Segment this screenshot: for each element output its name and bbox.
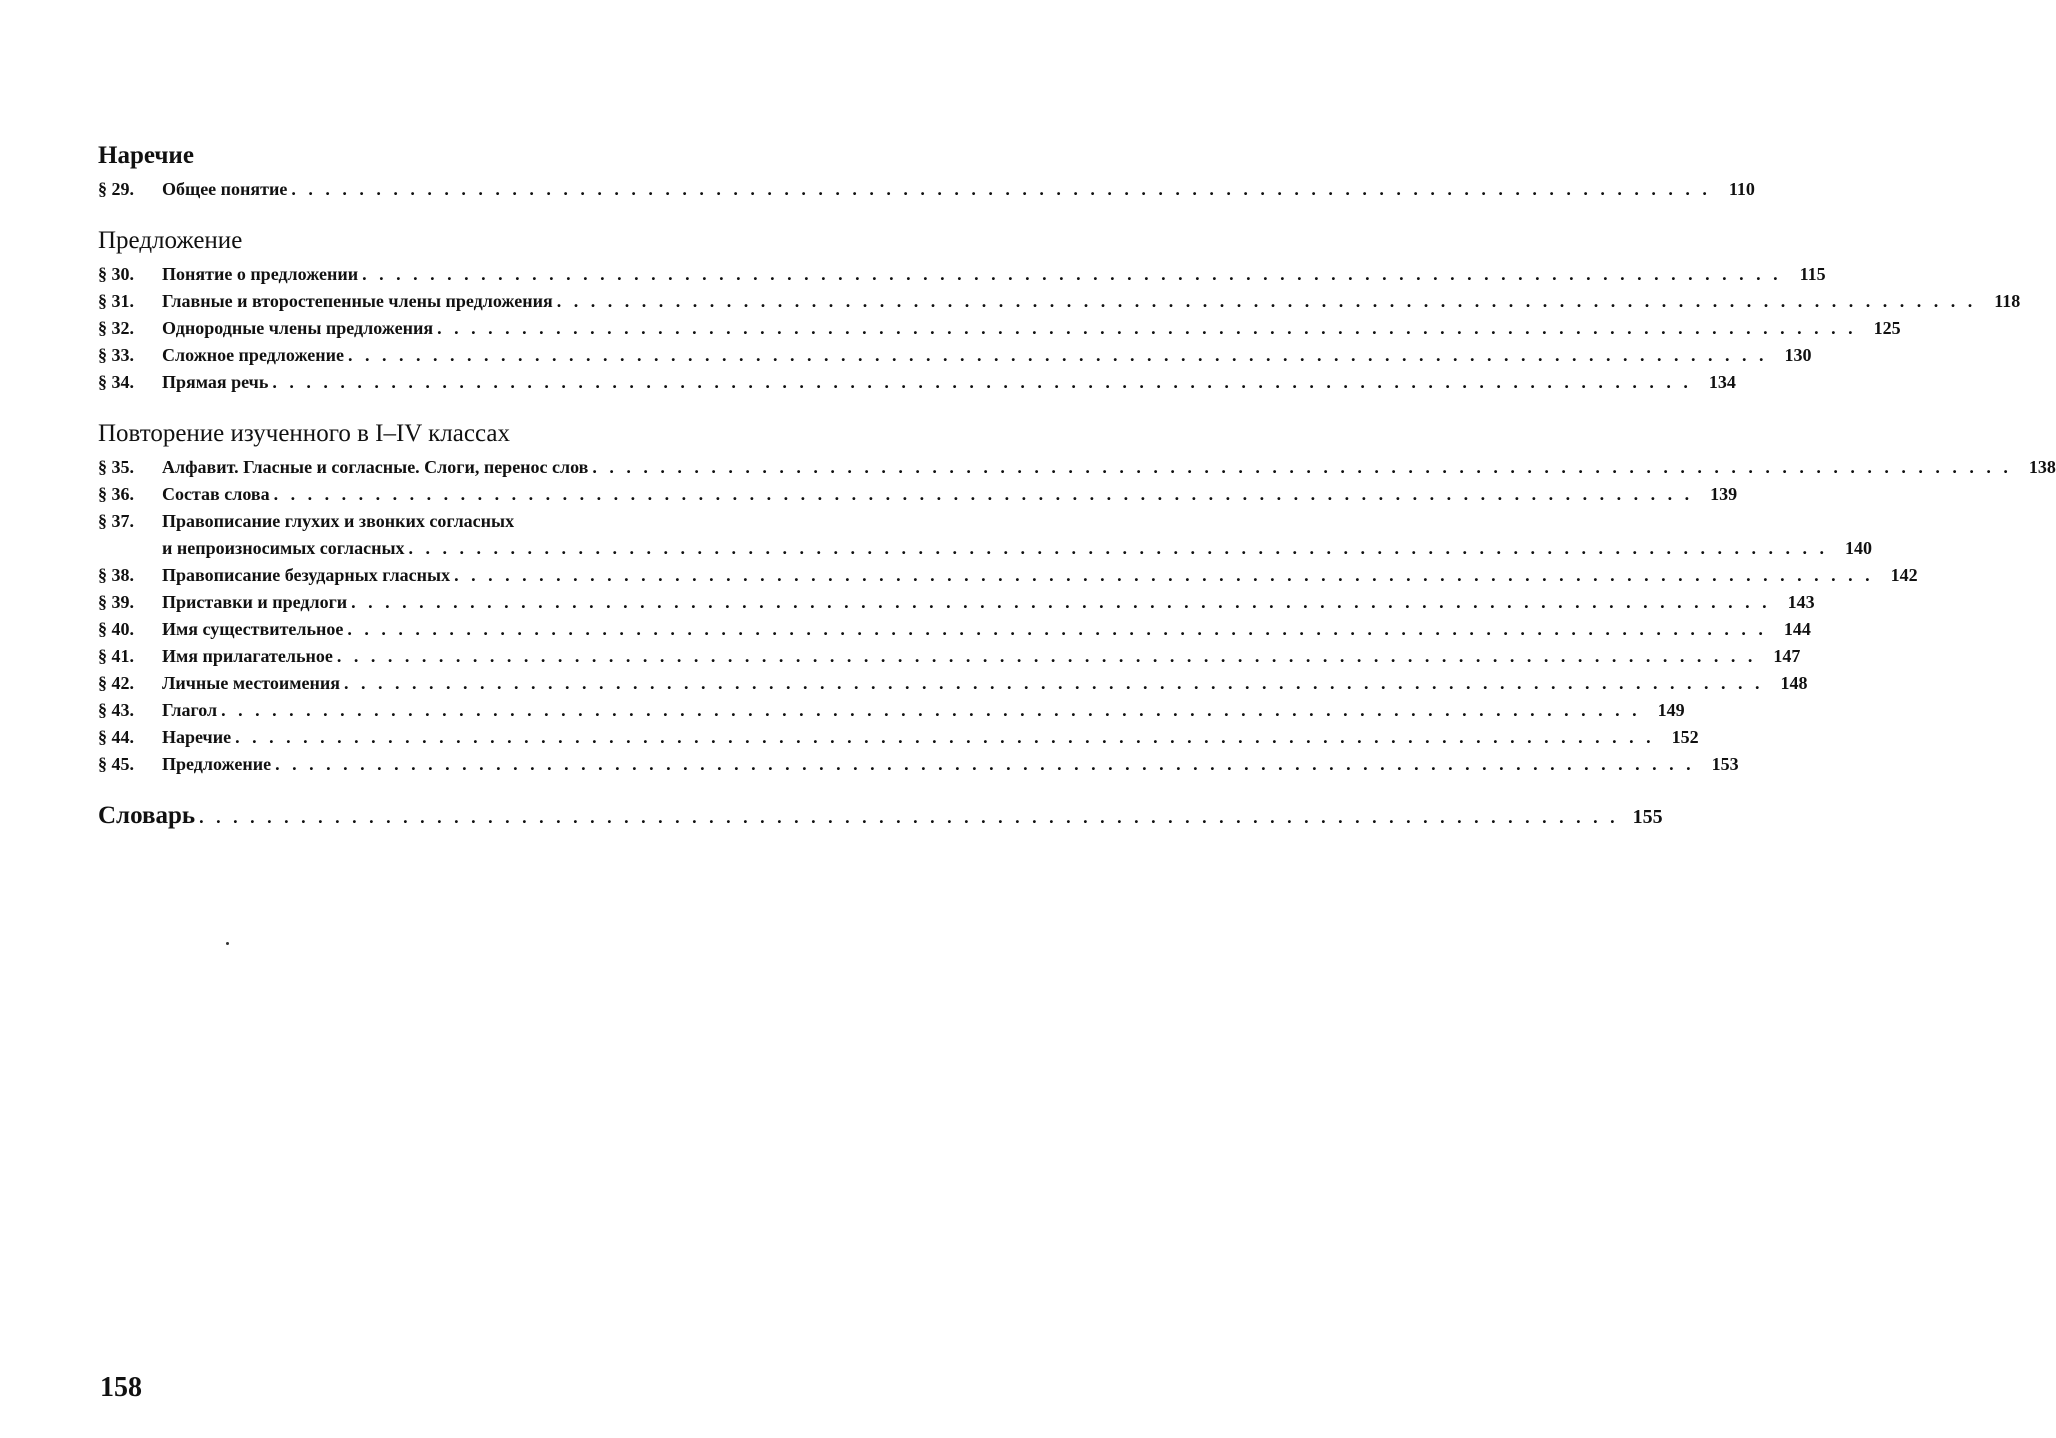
toc-entry [98,724,1699,751]
leader-dots [199,801,1619,833]
entry-number: § 44. [98,727,134,747]
entry-page: 130 [1784,345,1812,365]
entry-page: 143 [1787,592,1815,612]
toc-entry [98,589,1815,616]
entry-page: 125 [1873,318,1901,338]
toc-section-sentence [98,225,2021,396]
entry-label: Глагол [162,700,218,720]
leader-dots [347,616,1767,643]
leader-dots [592,454,2012,481]
entry-number: § 37. [98,511,134,531]
entry-number: § 31. [98,291,134,311]
toc-entry [98,697,1685,724]
leader-dots [291,176,1711,203]
entry-number: § 35. [98,457,134,477]
toc-dictionary-entry [98,800,1663,833]
entry-page: 147 [1773,646,1801,666]
toc-entry [98,176,1755,203]
entry-page: 140 [1845,538,1873,558]
leader-dots [344,670,1764,697]
entry-number: § 33. [98,345,134,365]
entry-label: Личные местоимения [162,673,341,693]
entry-label: Имя существительное [162,619,344,639]
leader-dots [272,369,1692,396]
entry-page: 139 [1710,484,1738,504]
toc-entry [98,751,1739,778]
entry-label: Правописание безударных гласных [162,565,451,585]
toc-entry [98,508,1873,562]
leader-dots [235,724,1655,751]
section-title: Наречие [98,142,194,169]
toc-entry [98,562,1918,589]
entry-page: 110 [1728,179,1755,199]
leader-dots [437,315,1857,342]
entry-number: § 30. [98,264,134,284]
toc-entry [98,481,1738,508]
entry-label: Понятие о предложении [162,264,359,284]
entry-label: Наречие [162,727,232,747]
entry-label: Состав слова [162,484,270,504]
entry-page: 148 [1780,673,1808,693]
dictionary-page: 155 [1632,806,1663,828]
leader-dots [351,589,1771,616]
entry-page: 144 [1783,619,1811,639]
entry-number: § 40. [98,619,134,639]
entry-number: § 29. [98,179,134,199]
toc-entry [98,454,2056,481]
leader-dots [409,535,1829,562]
entry-page: 138 [2028,457,2056,477]
toc-entry [98,643,1801,670]
entry-number: § 42. [98,673,134,693]
leader-dots [337,643,1757,670]
entry-page: 118 [1994,291,2021,311]
toc-entry [98,616,1811,643]
toc-entry [98,288,2021,315]
entry-label: Главные и второстепенные члены предложения [162,291,553,311]
leader-dots [348,342,1768,369]
dictionary-label: Словарь [98,802,196,829]
entry-number: § 34. [98,372,134,392]
table-of-contents [98,140,2056,833]
toc-entry [98,342,1812,369]
entry-page: 149 [1657,700,1685,720]
entry-number: § 45. [98,754,134,774]
entry-label: Алфавит. Гласные и согласные. Слоги, перенос слов [162,457,589,477]
toc-section-review [98,418,2056,778]
leader-dots [275,751,1695,778]
entry-page: 152 [1671,727,1699,747]
print-speck [226,942,229,945]
entry-page: 153 [1711,754,1739,774]
leader-dots [454,562,1874,589]
entry-number: § 32. [98,318,134,338]
entry-page: 134 [1708,372,1736,392]
entry-label: Сложное предложение [162,345,344,365]
toc-entry [98,369,1736,396]
entry-number: § 39. [98,592,134,612]
entry-page: 142 [1890,565,1918,585]
leader-dots [221,697,1641,724]
entry-label: Приставки и предлоги [162,592,348,612]
entry-number: § 36. [98,484,134,504]
leader-dots [557,288,1977,315]
section-title: Повторение изученного в I–IV классах [98,420,510,447]
entry-label: Предложение [162,754,272,774]
entry-label: Однородные члены предложения [162,318,434,338]
toc-section-adverb [98,140,1755,203]
entry-label: Правописание глухих и звонких согласных [162,511,515,531]
leader-dots [274,481,1694,508]
toc-entry [98,261,1826,288]
entry-number: § 38. [98,565,134,585]
entry-page: 115 [1799,264,1826,284]
entry-label: Прямая речь [162,372,269,392]
toc-entry [98,670,1808,697]
entry-number: § 41. [98,646,134,666]
section-title: Предложение [98,227,243,254]
page-number: 158 [100,1372,142,1403]
entry-number: § 43. [98,700,134,720]
entry-label: Имя прилагательное [162,646,333,666]
entry-label-continued: и непроизносимых согласных [162,538,405,558]
leader-dots [362,261,1782,288]
entry-label: Общее понятие [162,179,288,199]
toc-entry [98,315,1901,342]
